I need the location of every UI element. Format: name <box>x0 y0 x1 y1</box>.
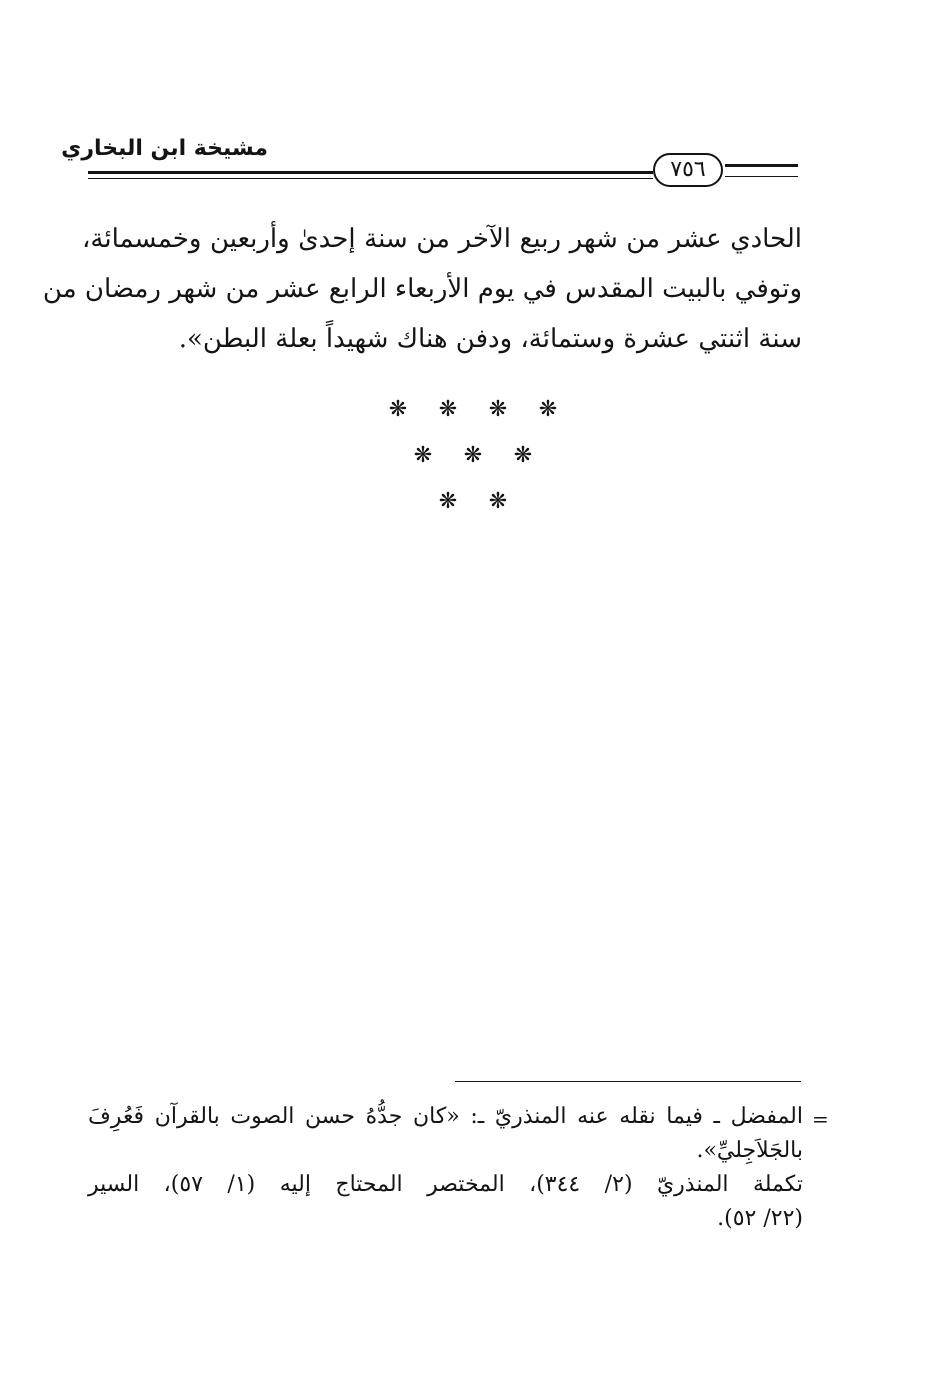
header-rule-thin <box>88 178 653 179</box>
page-number <box>653 153 723 187</box>
running-title: مشيخة ابن البخاري <box>61 136 268 161</box>
footnote-line-4: (٢٢/ ٥٢). <box>717 1206 803 1231</box>
footnotes <box>88 1100 803 1236</box>
asterisk-icon: ❋ <box>388 397 408 422</box>
page-number-text: ٧٥٦ <box>670 157 706 182</box>
body-text <box>42 214 802 364</box>
asterisk-icon: ❋ <box>488 489 508 514</box>
footnote-line-2: بالجَلاَجِليِّ». <box>696 1138 803 1163</box>
footnote-line-3: تكملة المنذريّ (٢/ ٣٤٤)، المختصر المحتاج إليه (١/ ٥٧)، السير <box>88 1172 804 1197</box>
footnote-line-1: المفضل ـ فيما نقله عنه المنذريّ ـ: «كان جدُّهُ حسن الصوت بالقرآن فَعُرِفَ <box>88 1104 803 1129</box>
separator-row-2 <box>0 441 946 471</box>
asterisk-icon: ❋ <box>538 397 558 422</box>
asterisk-icon: ❋ <box>463 443 483 468</box>
footnote-rule <box>455 1081 801 1082</box>
asterisk-icon: ❋ <box>438 397 458 422</box>
body-line-3: سنة اثنتي عشرة وستمائة، ودفن هناك شهيداً بعلة البطن». <box>178 324 802 354</box>
asterisk-icon: ❋ <box>413 443 433 468</box>
footnote-continuation-mark: = <box>812 1107 829 1131</box>
asterisk-icon: ❋ <box>513 443 533 468</box>
asterisk-icon: ❋ <box>488 397 508 422</box>
separator-row-3 <box>0 487 946 517</box>
header-rule-thick <box>88 171 653 174</box>
header-rule-right-thick <box>725 164 798 167</box>
header-rule-right-thin <box>725 176 798 177</box>
separator-row-1 <box>0 395 946 425</box>
body-line-2: وتوفي بالبيت المقدس في يوم الأربعاء الرابع عشر من شهر رمضان من <box>42 274 802 304</box>
body-line-1: الحادي عشر من شهر ربيع الآخر من سنة إحدىٰ وأربعين وخمسمائة، <box>82 224 802 254</box>
asterisk-icon: ❋ <box>438 489 458 514</box>
